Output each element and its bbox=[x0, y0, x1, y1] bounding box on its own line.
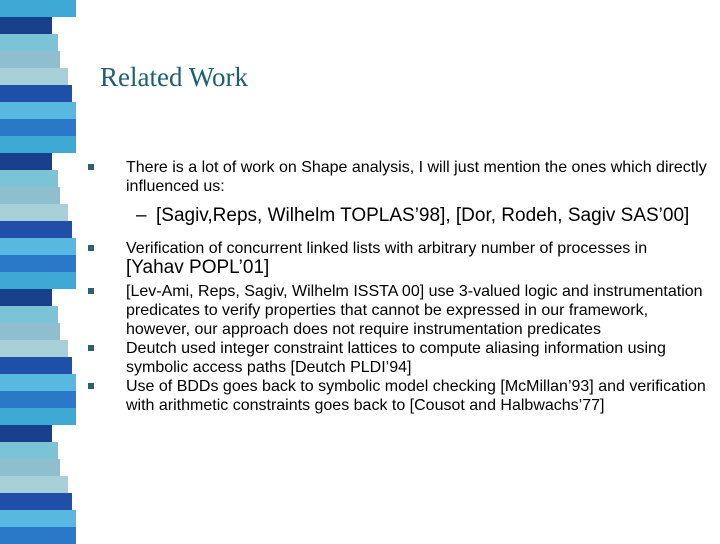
stripe-segment bbox=[0, 51, 60, 68]
bullet-text: Verification of concurrent linked lists with arbitrary number of processes in bbox=[126, 240, 648, 257]
list-item bbox=[88, 158, 708, 196]
sub-bullet-text: [Sagiv,Reps, Wilhelm TOPLAS’98], [Dor, Rodeh, Sagiv SAS’00] bbox=[156, 205, 690, 226]
stripe-segment bbox=[0, 170, 58, 187]
list-item bbox=[88, 377, 708, 415]
bullet-text: [Lev-Ami, Reps, Sagiv, Wilhelm ISSTA 00] use 3-valued logic and instrumentation predicates to verify properties that cannot be expressed in our framework, however, our approach does not require instrumentation predicates bbox=[126, 283, 703, 338]
stripe-segment bbox=[0, 34, 58, 51]
stripe-segment bbox=[0, 153, 52, 170]
stripe-segment bbox=[0, 221, 72, 238]
sub-list-item bbox=[88, 204, 708, 227]
bullet-text: There is a lot of work on Shape analysis, I will just mention the ones which directly influenced us: bbox=[126, 159, 707, 195]
stripe-segment bbox=[0, 493, 72, 510]
stripe-segment bbox=[0, 425, 52, 442]
stripe-segment bbox=[0, 391, 76, 408]
slide-title: Related Work bbox=[100, 62, 249, 92]
list-item bbox=[88, 339, 708, 377]
stripe-segment bbox=[0, 510, 76, 527]
bullet-list bbox=[88, 158, 708, 415]
stripe-segment bbox=[0, 408, 76, 425]
stripe-segment bbox=[0, 119, 76, 136]
stripe-segment bbox=[0, 476, 68, 493]
stripe-segment bbox=[0, 204, 68, 221]
stripe-segment bbox=[0, 238, 76, 255]
dash-icon: – bbox=[136, 205, 147, 226]
stripe-segment bbox=[0, 0, 76, 17]
stripe-segment bbox=[0, 323, 60, 340]
bullet-text: Use of BDDs goes back to symbolic model checking [McMillan’93] and verification with arithmetic constraints goes back to [Cousot and Halbwachs’77] bbox=[126, 378, 706, 414]
stripe-segment bbox=[0, 527, 76, 544]
bullet-text: Deutch used integer constraint lattices to compute aliasing information using symbolic access paths [Deutch PLDI’94] bbox=[126, 340, 666, 376]
stripe-segment bbox=[0, 136, 76, 153]
bullet-icon bbox=[88, 245, 94, 251]
list-item bbox=[88, 239, 708, 278]
stripe-segment bbox=[0, 255, 76, 272]
bullet-icon bbox=[88, 345, 94, 351]
stripe-segment bbox=[0, 459, 60, 476]
stripe-segment bbox=[0, 340, 68, 357]
stripe-segment bbox=[0, 306, 58, 323]
list-item bbox=[88, 282, 708, 339]
stripe-segment bbox=[0, 442, 58, 459]
decorative-stripe bbox=[0, 0, 76, 540]
stripe-segment bbox=[0, 289, 52, 306]
stripe-segment bbox=[0, 85, 72, 102]
bullet-icon bbox=[88, 383, 94, 389]
stripe-segment bbox=[0, 187, 60, 204]
citation-text: [Yahav POPL’01] bbox=[126, 257, 270, 278]
stripe-segment bbox=[0, 272, 76, 289]
stripe-segment bbox=[0, 17, 52, 34]
stripe-segment bbox=[0, 102, 76, 119]
bullet-icon bbox=[88, 164, 94, 170]
stripe-segment bbox=[0, 68, 68, 85]
bullet-icon bbox=[88, 288, 94, 294]
stripe-segment bbox=[0, 357, 72, 374]
stripe-segment bbox=[0, 374, 76, 391]
